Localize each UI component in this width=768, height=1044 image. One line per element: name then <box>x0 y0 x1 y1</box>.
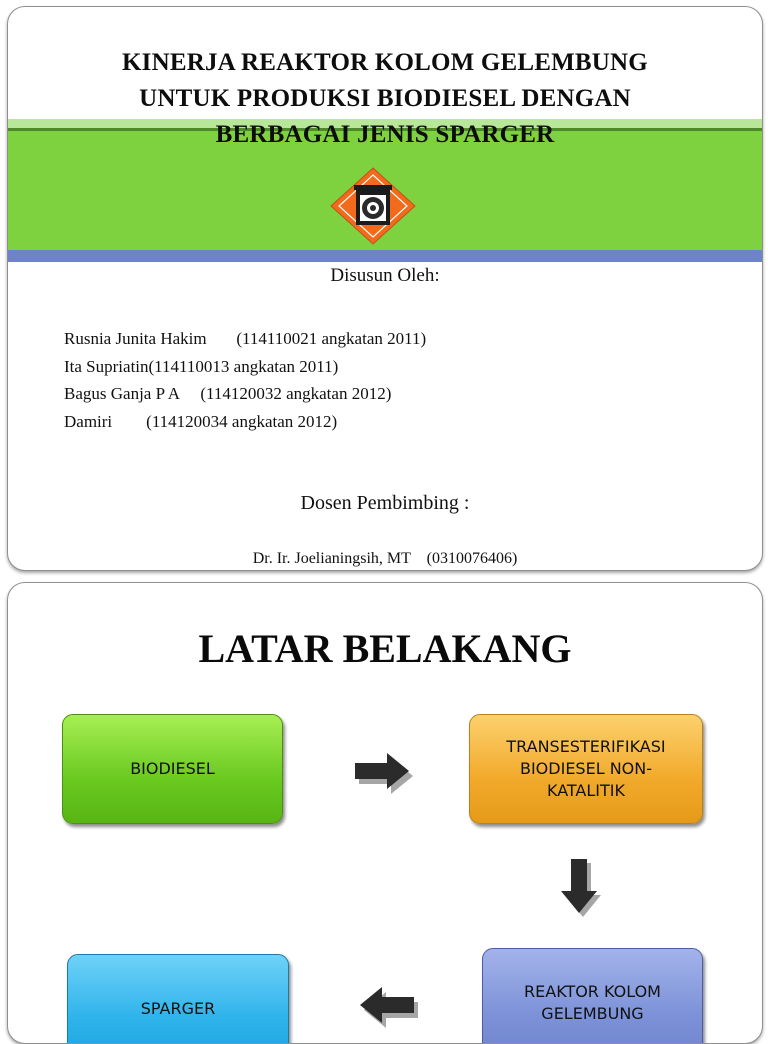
biodiesel-box <box>62 714 283 824</box>
title-line-3: BERBAGAI JENIS SPARGER <box>215 121 555 148</box>
sparger-label: SPARGER <box>140 999 216 1018</box>
arrow-right-icon <box>353 751 413 795</box>
blue-stripe <box>8 250 762 262</box>
member-list <box>64 325 426 435</box>
member-row: Rusnia Junita Hakim (114110021 angkatan 2011) <box>64 329 427 348</box>
title-slide <box>7 6 763 571</box>
slide-title: LATAR BELAKANG <box>198 626 572 671</box>
transesterifikasi-line-3: KATALITIK <box>546 781 625 800</box>
background-slide <box>7 582 763 1044</box>
arrow-left-icon <box>358 985 418 1029</box>
disusun-label: Disusun Oleh: <box>330 265 440 286</box>
university-logo-icon <box>330 167 416 245</box>
title-line-2: UNTUK PRODUKSI BIODIESEL DENGAN <box>139 85 631 112</box>
sparger-box <box>67 954 289 1044</box>
reaktor-box <box>482 948 703 1044</box>
transesterifikasi-box <box>469 714 703 824</box>
reaktor-line-2: GELEMBUNG <box>541 1004 644 1023</box>
title-line-1: KINERJA REAKTOR KOLOM GELEMBUNG <box>122 49 648 76</box>
dosen-label: Dosen Pembimbing : <box>300 492 470 514</box>
member-row: Damiri (114120034 angkatan 2012) <box>64 411 338 431</box>
transesterifikasi-line-1: TRANSESTERIFIKASI <box>506 737 666 756</box>
member-row: Ita Supriatin(114110013 angkatan 2011) <box>64 356 339 376</box>
slide-title <box>28 45 742 153</box>
biodiesel-label: BIODIESEL <box>130 759 215 778</box>
arrow-down-icon <box>559 857 603 917</box>
transesterifikasi-line-2: BIODIESEL NON- <box>519 759 652 778</box>
reaktor-line-1: REAKTOR KOLOM <box>524 982 661 1001</box>
member-row: Bagus Ganja P A (114120032 angkatan 2012) <box>64 384 392 403</box>
dosen-name: Dr. Ir. Joelianingsih, MT (0310076406) <box>252 550 518 567</box>
